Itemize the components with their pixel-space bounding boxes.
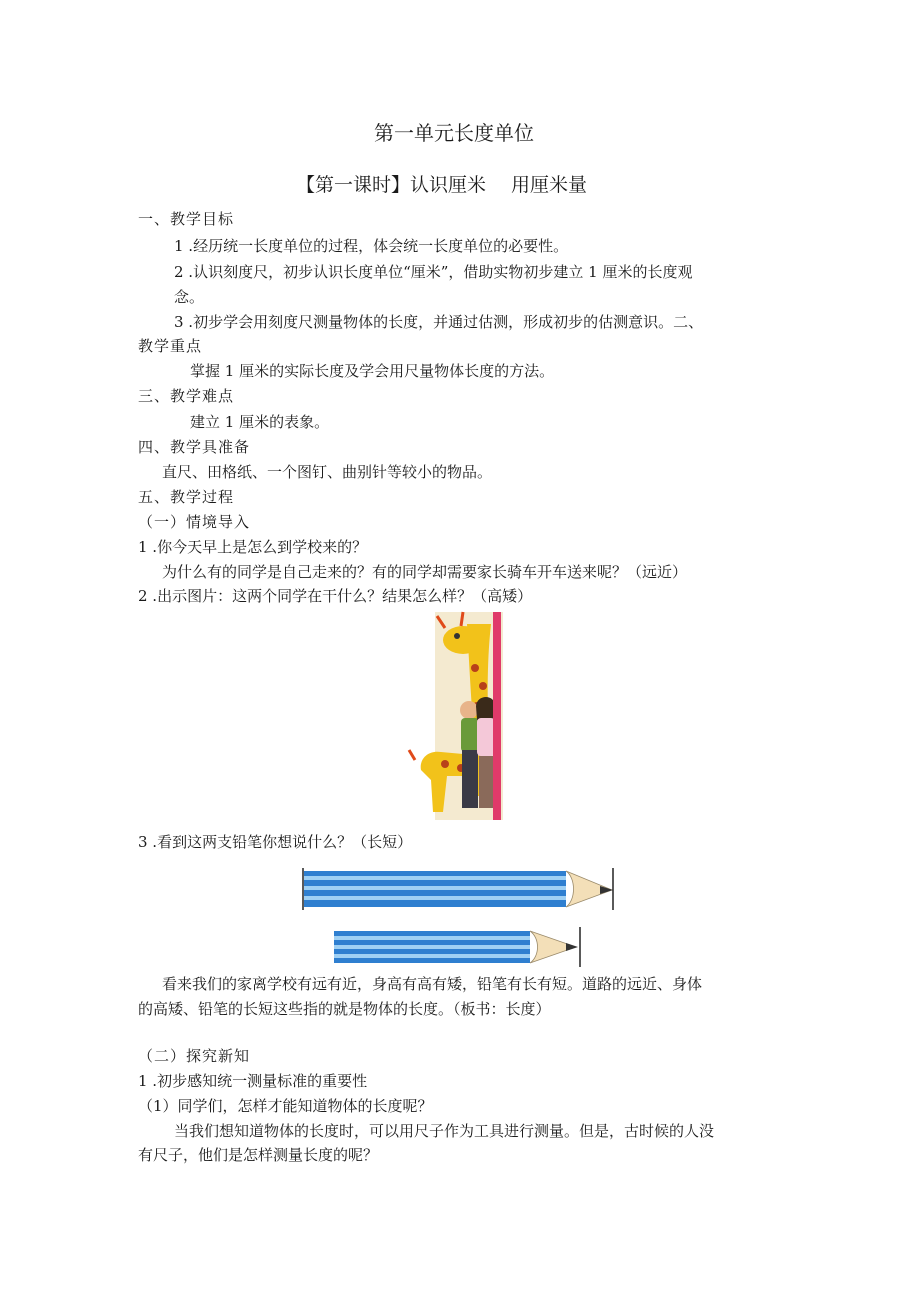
goal-item-2: 2 .认识刻度尺，初步认识长度单位“厘米”，借助实物初步建立 1 厘米的长度观 — [174, 263, 693, 281]
question-1-text: 为什么有的同学是自己走来的？有的同学却需要家长骑车开车送来呢？（远近） — [162, 563, 688, 581]
goal-item-3: 3 .初步学会用刻度尺测量物体的长度，并通过估测，形成初步的估测意识。二、 — [174, 313, 704, 331]
subsection-heading-intro: （一）情境导入 — [138, 513, 251, 531]
goal-item-2-cont: 念。 — [174, 288, 205, 306]
section-heading-difficulty: 三、教学难点 — [138, 387, 235, 405]
difficulty-text: 建立 1 厘米的表象。 — [190, 413, 330, 431]
short-pencil — [330, 926, 586, 968]
focus-text: 掌握 1 厘米的实际长度及学会用尺量物体长度的方法。 — [190, 362, 555, 380]
long-pencil — [300, 866, 620, 912]
section-heading-goals: 一、教学目标 — [138, 210, 235, 228]
subsection-heading-explore: （二）探究新知 — [138, 1047, 251, 1065]
materials-text: 直尺、田格纸、一个图钉、曲别针等较小的物品。 — [162, 463, 493, 481]
paragraph-length-intro: 看来我们的家离学校有远有近，身高有高有矮，铅笔有长有短。道路的远近、身体 — [162, 975, 703, 993]
question-3: 3 .看到这两支铅笔你想说什么？（长短） — [138, 833, 413, 851]
lesson-title: 【第一课时】认识厘米 用厘米量 — [296, 174, 588, 196]
question-1: 1 .你今天早上是怎么到学校来的？ — [138, 538, 368, 556]
giraffe-height-illustration — [405, 610, 515, 822]
explore-paragraph: 当我们想知道物体的长度时，可以用尺子作为工具进行测量。但是，古时候的人没 — [174, 1122, 715, 1140]
explore-paragraph-cont: 有尺子，他们是怎样测量长度的呢？ — [138, 1146, 379, 1164]
section-heading-process: 五、教学过程 — [138, 488, 235, 506]
question-2: 2 .出示图片：这两个同学在干什么？结果怎么样？（高矮） — [138, 587, 533, 605]
section-heading-materials: 四、教学具准备 — [138, 438, 251, 456]
page-title: 第一单元长度单位 — [374, 121, 534, 145]
explore-item-1: 1 .初步感知统一测量标准的重要性 — [138, 1072, 368, 1090]
explore-item-1-1: （1）同学们，怎样才能知道物体的长度呢？ — [138, 1097, 433, 1115]
section-heading-focus: 教学重点 — [138, 337, 203, 355]
paragraph-length-intro-cont: 的高矮、铅笔的长短这些指的就是物体的长度。（板书：长度） — [138, 1000, 551, 1018]
goal-item-1: 1 .经历统一长度单位的过程，体会统一长度单位的必要性。 — [174, 237, 569, 255]
